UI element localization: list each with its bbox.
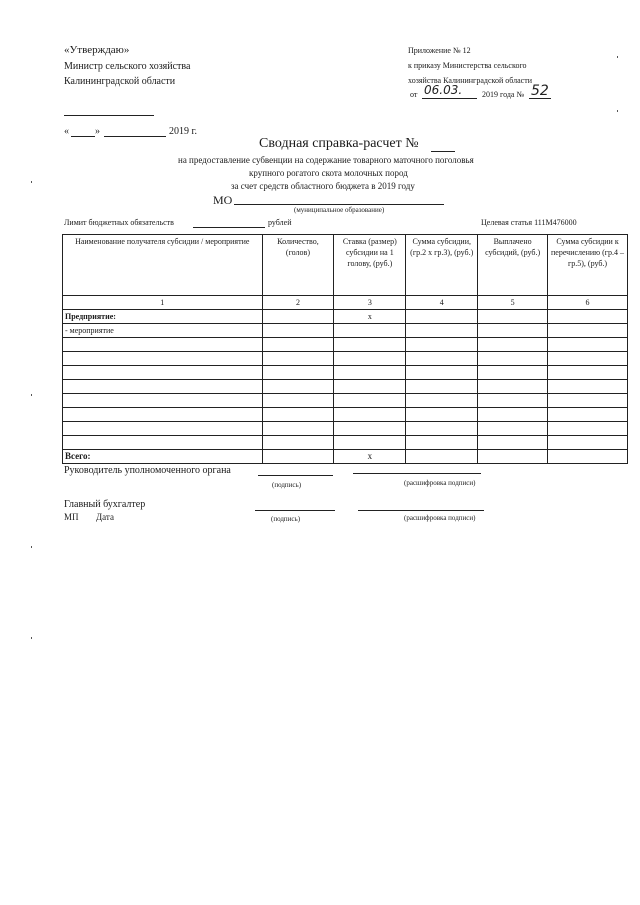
- table-cell: [262, 324, 334, 338]
- appendix-year-text: 2019 года №: [482, 90, 525, 99]
- table-cell: [63, 338, 263, 352]
- header-recipient: Наименование получателя субсидии / мероприятие: [63, 235, 263, 296]
- table-cell: [334, 380, 406, 394]
- table-cell: [63, 408, 263, 422]
- table-cell: [478, 338, 548, 352]
- approval-date-quote-open: «: [64, 126, 69, 137]
- table-cell: [548, 422, 628, 436]
- header-subsidy-sum: Сумма субсидии, (гр.2 х гр.3), (руб.): [406, 235, 478, 296]
- doc-subtitle-line3: крупного рогатого скота молочных пород: [249, 168, 408, 178]
- table-number-row: [63, 296, 628, 310]
- table-cell: [548, 408, 628, 422]
- table-cell: [478, 310, 548, 324]
- table-cell: [406, 338, 478, 352]
- header-paid: Выплачено субсидий, (руб.): [478, 235, 548, 296]
- table-cell: [406, 324, 478, 338]
- x-mark: x: [334, 310, 406, 324]
- table-cell: [334, 366, 406, 380]
- scan-mark: [31, 394, 32, 396]
- table-cell: [334, 338, 406, 352]
- appendix-date-prefix: от: [410, 90, 418, 99]
- col-number: 2: [262, 296, 334, 310]
- target-article: Целевая статья 111М476000: [481, 218, 577, 227]
- approval-signature-line: [64, 115, 154, 116]
- limit-value-line: [193, 227, 265, 228]
- table-cell: [406, 380, 478, 394]
- table-row: [63, 422, 628, 436]
- doc-subtitle-line2: на предоставление субвенции на содержание товарного маточного поголовья: [178, 155, 474, 165]
- date-label: Дата: [96, 512, 114, 522]
- table-cell: [548, 366, 628, 380]
- table-cell: [478, 422, 548, 436]
- table-cell: [406, 352, 478, 366]
- table-row: [63, 394, 628, 408]
- col-number: 1: [63, 296, 263, 310]
- table-row: [63, 436, 628, 450]
- table-row: [63, 380, 628, 394]
- col-number: 3: [334, 296, 406, 310]
- appendix-date-handwritten: 06.03.: [424, 83, 463, 97]
- table-cell: [478, 436, 548, 450]
- header-quantity: Количество, (голов): [262, 235, 334, 296]
- head-signature-caption: (подпись): [272, 481, 302, 489]
- table-cell: [478, 408, 548, 422]
- approval-title: «Утверждаю»: [64, 44, 130, 56]
- table-cell: [406, 408, 478, 422]
- doc-title: Сводная справка-расчет №: [259, 136, 419, 151]
- mo-label: МО: [213, 193, 233, 207]
- doc-number-line: [431, 151, 455, 152]
- appendix-number-handwritten: 52: [531, 83, 549, 99]
- scan-mark: [31, 546, 32, 548]
- table-cell: [548, 380, 628, 394]
- scan-mark: [617, 110, 618, 112]
- table-cell: [548, 394, 628, 408]
- approval-date-year: 2019 г.: [169, 126, 197, 137]
- limit-unit: рублей: [268, 218, 292, 227]
- col-number: 5: [478, 296, 548, 310]
- table-row: [63, 408, 628, 422]
- table-cell: [262, 436, 334, 450]
- limit-label: Лимит бюджетных обязательств: [64, 218, 174, 227]
- table-cell: [262, 394, 334, 408]
- table-cell: [334, 394, 406, 408]
- table-row-event: [63, 324, 628, 338]
- enterprise-label: Предприятие:: [63, 310, 263, 324]
- appendix-line2: к приказу Министерства сельского: [408, 61, 527, 70]
- table-row: [63, 338, 628, 352]
- appendix-line1: Приложение № 12: [408, 46, 471, 55]
- mo-line: [234, 204, 444, 205]
- table-cell: [478, 450, 548, 464]
- table-cell: [406, 450, 478, 464]
- table-cell: [262, 352, 334, 366]
- scan-mark: [617, 56, 618, 58]
- approval-line2: Калининградской области: [64, 76, 176, 87]
- mo-caption: (муниципальное образование): [294, 206, 385, 214]
- scan-mark: [31, 637, 32, 639]
- table-cell: [478, 352, 548, 366]
- table-cell: [262, 366, 334, 380]
- table-row-total: [63, 450, 628, 464]
- table-cell: [63, 436, 263, 450]
- table-row: [63, 366, 628, 380]
- table-cell: [548, 436, 628, 450]
- table-cell: [63, 380, 263, 394]
- table-cell: [334, 436, 406, 450]
- scan-mark: [31, 181, 32, 183]
- head-decode-line: [353, 473, 481, 474]
- table-cell: [548, 324, 628, 338]
- table-cell: [334, 408, 406, 422]
- table-cell: [63, 422, 263, 436]
- approval-line1: Министр сельского хозяйства: [64, 61, 191, 72]
- table-cell: [262, 408, 334, 422]
- table-cell: [262, 310, 334, 324]
- table-cell: [63, 394, 263, 408]
- table-cell: [548, 450, 628, 464]
- x-mark: x: [334, 450, 406, 464]
- mp-label: МП: [64, 512, 79, 522]
- appendix-date-line: [422, 98, 477, 99]
- subsidy-table: [62, 234, 628, 464]
- head-decode-caption: (расшифровка подписи): [404, 479, 476, 487]
- approval-date-quote-close: »: [95, 126, 100, 137]
- table-cell: [548, 352, 628, 366]
- table-row-enterprise: [63, 310, 628, 324]
- approval-date-day-line: [71, 136, 95, 137]
- table-cell: [406, 394, 478, 408]
- accountant-signature-line: [255, 510, 335, 511]
- table-cell: [406, 436, 478, 450]
- head-signature-line: [258, 475, 333, 476]
- table-cell: [478, 380, 548, 394]
- table-cell: [262, 338, 334, 352]
- accountant-signature-caption: (подпись): [271, 515, 301, 523]
- header-to-transfer: Сумма субсидии к перечислению (гр.4 – гр.5), (руб.): [548, 235, 628, 296]
- table-cell: [406, 310, 478, 324]
- table-cell: [262, 422, 334, 436]
- approval-date-month-line: [104, 136, 166, 137]
- table-header-row: [63, 235, 628, 296]
- event-label: - мероприятие: [63, 324, 263, 338]
- appendix-line3: хозяйства Калининградской области: [408, 76, 533, 85]
- table-cell: [262, 380, 334, 394]
- head-label: Руководитель уполномоченного органа: [64, 465, 231, 476]
- table-cell: [63, 352, 263, 366]
- accountant-decode-caption: (расшифровка подписи): [404, 514, 476, 522]
- table-cell: [548, 310, 628, 324]
- accountant-label: Главный бухгалтер: [64, 499, 146, 510]
- table-cell: [478, 324, 548, 338]
- table-cell: [478, 366, 548, 380]
- accountant-decode-line: [358, 510, 484, 511]
- col-number: 6: [548, 296, 628, 310]
- table-cell: [478, 394, 548, 408]
- table-cell: [406, 422, 478, 436]
- appendix-number-line: [529, 98, 551, 99]
- table-cell: [334, 422, 406, 436]
- table-cell: [262, 450, 334, 464]
- table-cell: [334, 324, 406, 338]
- doc-subtitle-line4: за счет средств областного бюджета в 2019 году: [231, 181, 415, 191]
- col-number: 4: [406, 296, 478, 310]
- table-cell: [548, 338, 628, 352]
- table-row: [63, 352, 628, 366]
- total-label: Всего:: [63, 450, 263, 464]
- table-cell: [406, 366, 478, 380]
- table-cell: [334, 352, 406, 366]
- table-cell: [63, 366, 263, 380]
- header-rate: Ставка (размер) субсидии на 1 голову, (руб.): [334, 235, 406, 296]
